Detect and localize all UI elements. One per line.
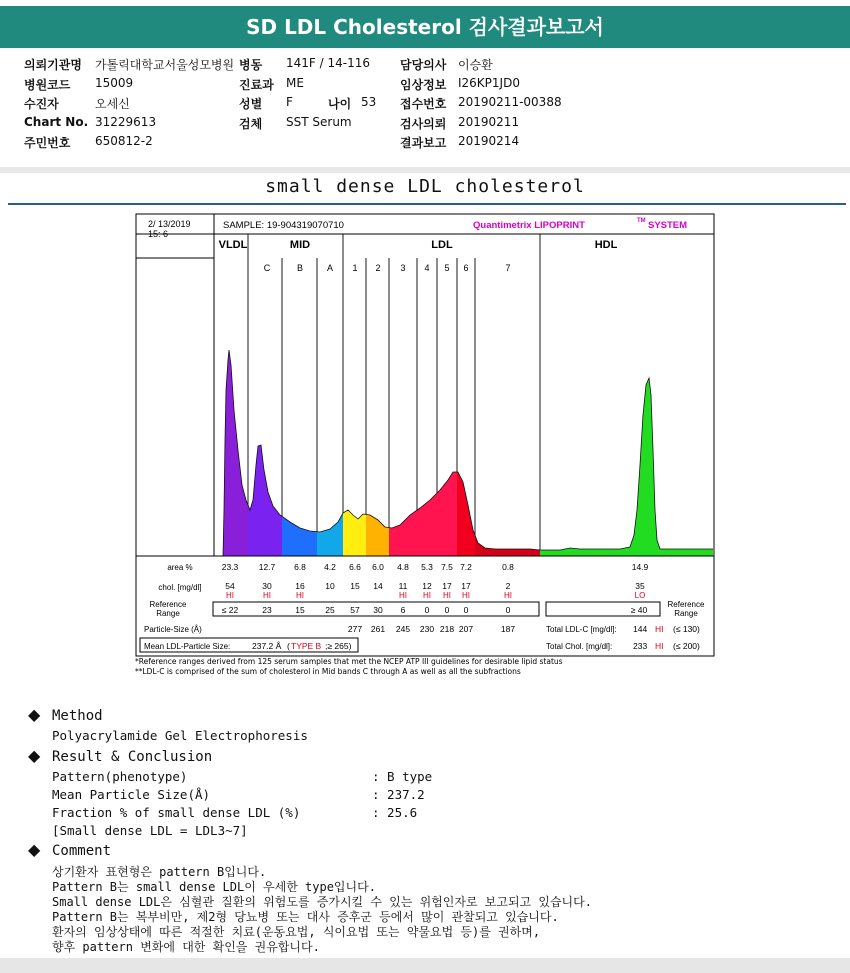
sex-value: F (286, 95, 293, 109)
size-value: 261 (370, 624, 386, 634)
flag-value: HI (226, 591, 234, 600)
chol-value: 2 (505, 581, 511, 591)
size-value: 207 (458, 624, 474, 634)
area-value: 7.2 (460, 562, 472, 572)
specimen-label: 검체 (239, 117, 263, 131)
total-ldl-ref: (≤ 130) (673, 624, 700, 634)
doctor-value: 이승환 (458, 58, 493, 72)
band-label: 1 (352, 263, 358, 273)
ref-value: 57 (350, 605, 360, 615)
patient-value: 오세신 (95, 97, 130, 111)
result-value: : 25.6 (372, 805, 418, 820)
method-heading: Method (52, 708, 103, 724)
title-underline (8, 203, 846, 205)
area-value: 4.8 (397, 562, 409, 572)
comment-line: Small dense LDL은 심혈관 질환의 위험도를 증가시킬 수 있는 위험인자로 보고되고 있습니다. (52, 895, 592, 909)
total-chol-flag: HI (655, 641, 664, 651)
chart-date: 2/ 13/2019 (148, 219, 191, 229)
size-value: 187 (500, 624, 516, 634)
size-row-label: Particle-Size (Å) (144, 625, 202, 634)
flag-value: HI (296, 591, 304, 600)
band-label: B (296, 263, 304, 273)
band-label: 6 (463, 263, 469, 273)
result-label: Fraction % of small dense LDL (%) (52, 805, 301, 820)
chol-value: 12 (422, 581, 432, 591)
result-value: : B type (372, 769, 433, 784)
ward-label: 병동 (239, 58, 263, 72)
ref-value: 6 (400, 605, 406, 615)
ref-value: 25 (325, 605, 335, 615)
result-label: Pattern(phenotype) (52, 769, 188, 784)
flag-value: HI (462, 591, 470, 600)
report-date-label: 결과보고 (400, 136, 447, 150)
band-label: 3 (400, 263, 406, 273)
method-text: Polyacrylamide Gel Electrophoresis (52, 728, 308, 743)
chart-time: 15: 6 (148, 229, 169, 239)
chol-value: 17 (461, 581, 471, 591)
age-label: 나이 (328, 97, 352, 111)
specimen-value: SST Serum (286, 115, 352, 129)
area-row-label: area % (167, 563, 193, 572)
patient-label: 수진자 (24, 97, 59, 111)
lipoprint-chart (130, 210, 720, 658)
area-value: 6.0 (372, 562, 384, 572)
clinical-value: I26KP1JD0 (458, 76, 520, 90)
area-value: 5.3 (421, 562, 433, 572)
separator (0, 167, 850, 173)
ref-row-label-right: Range (674, 609, 698, 618)
flag-value: HI (423, 591, 431, 600)
chol-value: 30 (262, 581, 272, 591)
hospital-code-value: 15009 (95, 76, 134, 90)
chol-value: 17 (442, 581, 452, 591)
ref-value: 0 (463, 605, 469, 615)
chol-row-label: chol. [mg/dl] (158, 583, 202, 592)
comment-line: 환자의 임상상태에 따른 적절한 치료(운동요법, 식이요법 또는 약물요법 등)를 권하며, (52, 925, 541, 939)
id-label: 주민번호 (24, 136, 71, 150)
diamond-icon: ◆ (28, 746, 41, 765)
area-value: 7.5 (441, 562, 453, 572)
band-label: 2 (375, 263, 381, 273)
total-ldl-label: Total LDL-C [mg/dl]: (546, 625, 617, 634)
brand-tm: TM (637, 218, 646, 224)
comment-line: 향후 pattern 변화에 대한 확인을 권유합니다. (52, 940, 320, 954)
size-value: 230 (419, 624, 435, 634)
mean-ref: ;≥ 265) (325, 641, 352, 651)
total-ldl-flag: HI (655, 624, 664, 634)
doctor-label: 담당의사 (400, 58, 447, 72)
band-label: C (263, 263, 271, 273)
chol-value: 15 (350, 581, 360, 591)
area-value: 6.6 (349, 562, 361, 572)
chart-no-value: 31229613 (95, 115, 157, 129)
request-date-value: 20190211 (458, 115, 520, 129)
result-note: [Small dense LDL = LDL3~7] (52, 823, 248, 838)
chol-value: 14 (373, 581, 383, 591)
flag-value: LO (634, 591, 646, 600)
mean-type: TYPE B (291, 641, 322, 651)
band-label: 5 (444, 263, 450, 273)
ref-row-label: Range (156, 609, 180, 618)
section-title: small dense LDL cholesterol (265, 176, 585, 197)
receipt-label: 접수번호 (400, 97, 447, 111)
sex-label: 성별 (239, 97, 263, 111)
chol-value: 16 (295, 581, 305, 591)
area-value: 0.8 (502, 562, 514, 572)
request-date-label: 검사의뢰 (400, 117, 447, 131)
comment-line: 상기환자 표현형은 pattern B입니다. (52, 865, 267, 879)
flag-value: HI (443, 591, 451, 600)
ref-value: 30 (373, 605, 383, 615)
total-chol-label: Total Chol. [mg/dl]: (546, 642, 613, 651)
size-value: 218 (439, 624, 455, 634)
comment-heading: Comment (52, 843, 112, 859)
ref-value: ≥ 40 (630, 605, 648, 615)
id-value: 650812-2 (95, 134, 153, 148)
group-label: VLDL (218, 239, 248, 251)
ref-value: 23 (262, 605, 272, 615)
patient-info (0, 52, 850, 167)
ward-value: 141F / 14-116 (286, 56, 370, 70)
mean-paren: ( (287, 641, 290, 651)
size-value: 277 (347, 624, 363, 634)
dept-value: ME (286, 76, 304, 90)
flag-value: HI (504, 591, 512, 600)
hospital-code-label: 병원코드 (24, 78, 71, 92)
chol-value: 54 (225, 581, 235, 591)
footnote-1: *Reference ranges derived from 125 serum samples that met the NCEP ATP III guidelines for desirable lipid status (135, 657, 563, 666)
area-value: 6.8 (294, 562, 306, 572)
diamond-icon: ◆ (28, 840, 41, 859)
result-label: Mean Particle Size(Å) (52, 787, 211, 802)
requester-label: 의뢰기관명 (24, 58, 82, 72)
clinical-label: 임상정보 (400, 78, 447, 92)
chol-value: 10 (325, 581, 335, 591)
size-value: 245 (395, 624, 411, 634)
flag-value: HI (263, 591, 271, 600)
receipt-value: 20190211-00388 (458, 95, 562, 109)
ref-value: 0 (444, 605, 450, 615)
chart-no-label: Chart No. (24, 115, 89, 129)
dept-label: 진료과 (239, 78, 274, 92)
area-value: 12.7 (258, 562, 276, 572)
report-date-value: 20190214 (458, 134, 520, 148)
requester-value: 가톨릭대학교서울성모병원 (95, 58, 235, 72)
sample-id: SAMPLE: 19-904319070710 (223, 220, 344, 231)
band-label: 4 (424, 263, 430, 273)
area-value: 23.3 (221, 562, 239, 572)
ref-row-label-right: Reference (667, 600, 705, 609)
total-chol-ref: (≤ 200) (673, 641, 700, 651)
area-value: 4.2 (324, 562, 336, 572)
ref-value: ≤ 22 (221, 605, 239, 615)
band-label: 7 (505, 263, 511, 273)
ref-value: 15 (295, 605, 305, 615)
report-title: SD LDL Cholesterol 검사결과보고서 (0, 6, 850, 48)
mean-label: Mean LDL-Particle Size: (144, 642, 231, 651)
group-label: MID (289, 239, 311, 251)
age-value: 53 (361, 95, 377, 109)
area-value: 14.9 (631, 562, 649, 572)
group-label: HDL (594, 239, 618, 251)
result-value: : 237.2 (372, 787, 425, 802)
chol-value: 35 (635, 581, 645, 591)
comment-line: Pattern B는 복부비만, 제2형 당뇨병 또는 대사 증후군 등에서 많이 관찰되고 있습니다. (52, 910, 559, 924)
result-heading: Result & Conclusion (52, 749, 213, 765)
diamond-icon: ◆ (28, 705, 41, 724)
ref-value: 0 (505, 605, 511, 615)
ref-value: 0 (424, 605, 430, 615)
band-label: A (326, 263, 334, 273)
total-chol-value: 233 (633, 641, 648, 651)
total-ldl-value: 144 (633, 624, 648, 634)
comment-line: Pattern B는 small dense LDL이 우세한 type입니다. (52, 880, 376, 894)
chol-value: 11 (398, 581, 408, 591)
group-label: LDL (431, 239, 453, 251)
band-1-area (343, 510, 366, 556)
flag-value: HI (399, 591, 407, 600)
mean-value: 237.2 Å (252, 641, 282, 651)
footnote-2: **LDL-C is comprised of the sum of cholesterol in Mid bands C through A as well as all the subfractions (135, 667, 521, 676)
ref-row-label: Reference (149, 600, 187, 609)
brand-system: SYSTEM (648, 220, 688, 231)
bottom-bar (0, 958, 850, 973)
brand-name: Quantimetrix LIPOPRINT (473, 220, 585, 231)
